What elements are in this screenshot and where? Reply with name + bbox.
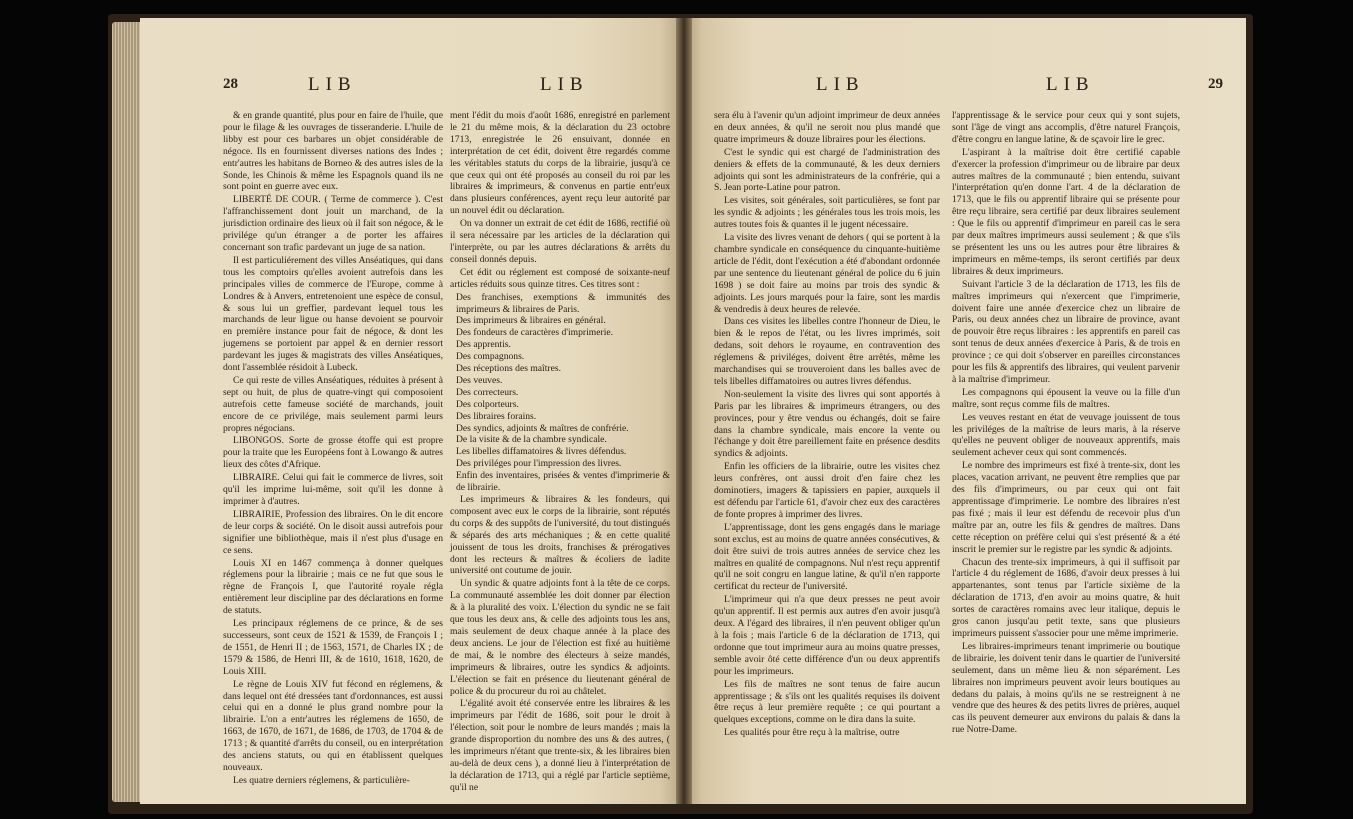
paragraph: La visite des livres venant de dehors ( qui se portent à la chambre syndicale en conséquence du cinquante-huitième article de l'édit, dont l'exécution a été d'abondant ordonnée par une sentence du lieutenant général de police du 6 juin 1698 ) se doit faire au moins par trois des syndic & adjoints. Les jours marqués pour la faire, sont les mardis & vendredis à deux heures de relevée. xyxy=(714,232,940,315)
left-page xyxy=(140,18,682,804)
list-item: Des correcteurs. xyxy=(456,386,519,398)
paragraph: Chacun des trente-six imprimeurs, à qui il suffisoit par l'article 4 du réglement de 1686, d'avoir deux presses à lui appartenantes, sont tenus par l'article sixième de la déclaration de 1713, d'en avoir au moins quatre, & huit sortes de caractères romains avec leur italique, depuis le gros canon jusqu'au petit texte, sans que plusieurs imprimeurs puissent s'associer pour une même imprimerie. xyxy=(952,556,1180,639)
running-head: LIB xyxy=(816,74,865,95)
list-item: Des colporteurs. xyxy=(456,398,519,410)
paragraph: Il est particuliérement des villes Anséatiques, qui dans tous les comptoirs qu'elles avoient autrefois dans les principales villes de commerce de l'Europe, comme à Londres & à Anvers, entretenoient une espèce de consul, & sous lui un greffier, pardevant lequel tous les marchands de leur ligue ou hanse devoient se pourvoir en première instance pour fait de négoce, & dont les jugemens se portoient par appel & en dernier ressort pardevant les juges & magistrats des villes Anséatiques, dont l'assemblée résidoit à Lubeck. xyxy=(223,254,443,374)
list-item: De la visite & de la chambre syndicale. xyxy=(456,434,607,446)
paragraph: L'égalité avoit été conservée entre les libraires & les imprimeurs par l'édit de 1686, soit pour le droit à l'élection, soit pour le nombre de leurs mandés ; mais la grande disproportion du nombre des uns & des autres, ( les imprimeurs n'étant que trente-six, & les libraires bien au-delà de deux cens ), a donné lieu à l'interprétation de la déclaration de 1713, qui a réglé par l'article septième, qu'il ne xyxy=(450,698,670,793)
paragraph: Les imprimeurs & libraires & les fondeurs, qui composent avec eux le corps de la librairie, sont réputés du corps & des suppôts de l'université, du tout distingués & séparés des arts méchaniques ; & en cette qualité jouissent de tous les droits, franchises & prérogatives dont les recteurs & maîtres & écoliers de ladite université ont coutume de jouir. xyxy=(450,494,670,577)
list-item: Des compagnons. xyxy=(456,351,525,363)
running-head: LIB xyxy=(540,74,589,95)
paragraph: LIBERTÉ DE COUR. ( Terme de commerce ). C'est l'affranchissement dont jouit un marchand, de la jurisdiction ordinaire des lieux où il fait son négoce, & le privilége qu'un étranger a de porter les affaires concernant son trafic pardevant un juge de sa nation. xyxy=(223,194,443,253)
list-item: Des fondeurs de caractères d'imprimerie. xyxy=(456,327,614,339)
paragraph: sera élu à l'avenir qu'un adjoint imprimeur de deux années en deux années, & qu'il ne seroit nou plus mandé que quatre imprimeurs & douze libraires pour les élections. xyxy=(714,110,940,145)
paragraph: Enfin les officiers de la librairie, outre les visites chez leurs confrères, ont aussi droit d'en faire chez les dominotiers, imagers & tapissiers en papier, auxquels il est défendu par l'article 61, d'avoir chez eux des caractères de fonte propres à imprimer des livres. xyxy=(714,461,940,520)
paragraph: Dans ces visites les libelles contre l'honneur de Dieu, le bien & le repos de l'état, ou les livres imprimés, soit dedans, soit dehors le royaume, en contravention des réglemens & priviléges, doivent être arrêtés, même les marchandises qui se trouveroient dans les balles avec de tels libelles diffamatoires ou autres livres défendus. xyxy=(714,316,940,387)
paragraph: Le nombre des imprimeurs est fixé à trente-six, dont les places, vacation arrivant, ne peuvent être remplies que par des fils d'imprimeurs, ou par ceux qui ont fait apprentissage d'imprimerie. Le nombre des libraires n'est pas fixé ; mais il leur est défendu de recevoir plus d'un maître par an, outre les fils & gendres de maîtres. Dans cette réception on préfère celui qui s'est présenté & a été inscrit le premier sur le registre par les syndic & adjoints. xyxy=(952,460,1180,555)
paragraph: C'est le syndic qui est chargé de l'administration des deniers & effets de la communauté, & les deux derniers adjoints qui sont les administrateurs de la confrérie, qui a S. Jean porte-Latine pour patron. xyxy=(714,146,940,194)
paragraph: Un syndic & quatre adjoints font à la tête de ce corps. La communauté assemblée les doit donner par élection & à la pluralité des voix. L'élection du syndic ne se fait que tous les deux ans, & celle des adjoints tous les ans, mais seulement de deux chaque année à la place des deux anciens. Le jour de l'élection est fixé au huitième de mai, & le nombre des électeurs à seize mandés, imprimeurs & libraires, outre les syndics & adjoints. L'élection se fait en présence du lieutenant général de police & du procureur du roi au châtelet. xyxy=(450,578,670,697)
paragraph: ment l'édit du mois d'août 1686, enregistré en parlement le 21 du même mois, & la déclaration du 23 octobre 1713, enregistrée le 26 ensuivant, donnée en interprétation de cet édit, doivent être regardés comme les véritables statuts du corps de la librairie, jusqu'à ce que ceux qui ont été proposés au conseil du roi par les libraires & imprimeurs, & convenus en partie entr'eux dans plusieurs conférences, ayent reçu leur autorité par un nouvel édit ou déclaration. xyxy=(450,110,670,217)
running-head: LIB xyxy=(308,74,357,95)
paragraph: Cet édit ou réglement est composé de soixante-neuf articles réduits sous quinze titres. Ces titres sont : xyxy=(450,266,670,290)
paragraph: Les libraires-imprimeurs tenant imprimerie ou boutique de librairie, les doivent tenir dans le quartier de l'université seulement, dans un même lieu & non séparément. Les libraires non imprimeurs peuvent avoir leurs boutiques au dedans du palais, à moins qu'ils ne se restreignent à ne vendre que des heures & des petits livres de prières, auquel cas ils peuvent demeurer aux environs du palais & dans la rue Notre-Dame. xyxy=(952,640,1180,736)
paragraph: Le règne de Louis XIV fut fécond en réglemens, & dans lequel ont été dressées tant d'ordonnances, est aussi celui qui en a donné le plus grand nombre pour la librairie. L'on a entr'autres les réglemens de 1650, de 1663, de 1670, de 1671, de 1686, de 1703, de 1704 & de 1713 ; & quantité d'arrêts du conseil, ou en interprétation des anciens statuts, ou qui en établissent quelques nouveaux. xyxy=(223,678,443,773)
paragraph: L'aspirant à la maîtrise doit être certifié capable d'exercer la profession d'imprimeur ou de libraire par deux autres maîtres de la communauté ; bien entendu, suivant l'interprétation qu'en donne l'art. 4 de la déclaration de 1713, que le fils ou apprentif libraire qui se présente pour être reçu libraire, sera certifié par deux libraires seulement : Que le fils ou apprentif d'imprimeur en pareil cas le sera par deux maîtres imprimeurs aussi seulement ; & que s'ils se présentent les uns ou les autres pour être libraires & imprimeurs en même-temps, ils seront certifiés par deux libraires & deux imprimeurs. xyxy=(952,146,1180,277)
paragraph: Louis XI en 1467 commença à donner quelques réglemens pour la librairie ; mais ce ne fut que sous le règne de François I, que l'autorité royale régla entièrement leur discipline par des déclarations en forme de statuts. xyxy=(223,557,443,617)
paragraph: Ce qui reste de villes Anséatiques, réduites à présent à sept ou huit, de plus de quatre-vingt qui composoient autrefois cette fameuse société de marchands, jouit encore de ce privilége, mais seulement parmi leurs propres négocians. xyxy=(223,374,443,434)
paragraph: Les veuves restant en état de veuvage jouissent de tous les priviléges de la maîtrise de leurs maris, à la réserve qu'elles ne peuvent obliger de nouveaux apprentifs, mais seulement achever ceux qui sont commencés. xyxy=(952,411,1180,459)
list-item: Des syndics, adjoints & maîtres de confrérie. xyxy=(456,422,629,434)
list-item: Des apprentis. xyxy=(456,339,511,351)
paragraph: Les principaux réglemens de ce prince, & de ses successeurs, sont ceux de 1521 & 1539, de François I ; de 1551, de Henri II ; de 1563, 1571, de Charles IX ; de 1579 & 1586, de Henri III, & de 1610, 1618, 1620, de Louis XIII. xyxy=(223,618,443,677)
list-item: Enfin des inventaires, prisées & ventes d'imprimerie & de librairie. xyxy=(456,470,670,494)
paragraph: l'apprentissage & le service pour ceux qui y sont sujets, sont l'âge de vingt ans accomplis, d'être naturel François, d'être congru en langue latine, & de sçavoir lire le grec. xyxy=(952,110,1180,145)
paragraph: Non-seulement la visite des livres qui sont apportés à Paris par les libraires & imprimeurs étrangers, ou des provinces, pour y être vendus ou échangés, doit se faire dans la chambre syndicale, mais encore la vente ou l'échange y doit être pareillement faite en présence desdits syndics & adjoints. xyxy=(714,388,940,460)
text-column-1 xyxy=(223,110,443,788)
page-number: 28 xyxy=(223,76,238,92)
paragraph: Les compagnons qui épousent la veuve ou la fille d'un maître, sont reçus comme fils de maîtres. xyxy=(952,386,1180,410)
book-gutter xyxy=(676,18,692,804)
paragraph: LIBONGOS. Sorte de grosse étoffe qui est propre pour la traite que les Européens font à Lowango & autres lieux des côtes d'Afrique. xyxy=(223,435,443,471)
right-page-header xyxy=(686,76,1246,106)
paragraph: Suivant l'article 3 de la déclaration de 1713, les fils de maîtres imprimeurs qui n'exercent que l'imprimerie, doivent faire une année d'exercice chez un libraire de Paris, ou deux années chez un libraire de province, avant de pouvoir être reçus libraires : les apprentifs en pareil cas sont tenus de deux années d'exercice à Paris, & de trois en province ; ce qui doit s'observer en pareilles circonstances pour les fils & apprentifs des libraires, qui veulent parvenir à la maîtrise d'imprimeur. xyxy=(952,278,1180,385)
paragraph: On va donner un extrait de cet édit de 1686, rectifié où il sera nécessaire par les articles de la déclaration qui l'interprète, ou par les autres déclarations & arrêts du conseil donnés depuis. xyxy=(450,218,670,265)
list-item: Des priviléges pour l'impression des livres. xyxy=(456,458,622,470)
paragraph: Les visites, soit générales, soit particulières, se font par les syndic & adjoints ; les générales tous les trois mois, les autres toutes fois & quantes il le jugent nécessaire. xyxy=(714,195,940,231)
list-item: Des imprimeurs & libraires en général. xyxy=(456,315,606,327)
list-item: Les libelles diffamatoires & livres défendus. xyxy=(456,446,627,458)
text-column-2 xyxy=(952,110,1180,737)
paragraph: Les quatre derniers réglemens, & particulière- xyxy=(233,774,410,786)
list-item: Des libraires forains. xyxy=(456,410,537,422)
paragraph: Les qualités pour être reçu à la maîtrise, outre xyxy=(724,727,900,739)
list-item: Des veuves. xyxy=(456,374,503,386)
paragraph: LIBRAIRIE, Profession des libraires. On le dit encore de leur corps & société. On le disoit aussi autrefois pour signifier une bibliothèque, mais il n'est plus d'usage en ce sens. xyxy=(223,508,443,556)
left-page-header xyxy=(140,76,682,106)
paragraph: Les fils de maîtres ne sont tenus de faire aucun apprentissage ; & s'ils ont les qualités requises ils doivent être reçus à leur première requête ; ce qui pourtant a quelques exceptions, comme on le dira dans la suite. xyxy=(714,678,940,726)
paragraph: LIBRAIRE. Celui qui fait le commerce de livres, soit qu'il les imprime lui-même, soit qu'il les donne à imprimer à d'autres. xyxy=(223,472,443,507)
running-head: LIB xyxy=(1046,74,1095,95)
paragraph: & en grande quantité, plus pour en faire de l'huile, que pour le filage & les ouvrages de tisseranderie. L'huile de libby est pour ces barbares un objet considérable de négoce. Ils en fournissent diverses nations des Indes ; entr'autres les habitans de Borneo & des autres isles de la Sonde, les Chinois & même les Espagnols quand ils ne sont point en guerre avec eux. xyxy=(223,110,443,193)
right-page xyxy=(686,18,1246,804)
page-number: 29 xyxy=(1208,76,1223,92)
paragraph: L'apprentissage, dont les gens engagés dans le mariage sont exclus, est au moins de quatre années consécutives, & doit être suivi de trois autres années de service chez les maîtres en qualité de compagnons. Nul n'est reçu apprentif qu'il ne soit congru en langue latine, & qu'il n'en rapporte certificat du recteur de l'université. xyxy=(714,521,940,593)
paragraph: L'imprimeur qui n'a que deux presses ne peut avoir qu'un apprentif. Il est permis aux autres d'en avoir jusqu'à deux. A l'égard des libraires, il n'en peuvent obliger qu'un à la fois ; mais l'article 6 de la déclaration de 1713, qui ordonne que tout imprimeur aura au moins quatre presses, semble avoir ôté cette différence d'un ou deux apprentifs pour les imprimeurs. xyxy=(714,594,940,677)
text-column-1 xyxy=(714,110,940,740)
list-item: Des franchises, exemptions & immunités des imprimeurs & libraires de Paris. xyxy=(456,291,670,315)
text-column-2 xyxy=(450,110,670,795)
list-item: Des réceptions des maîtres. xyxy=(456,363,561,375)
